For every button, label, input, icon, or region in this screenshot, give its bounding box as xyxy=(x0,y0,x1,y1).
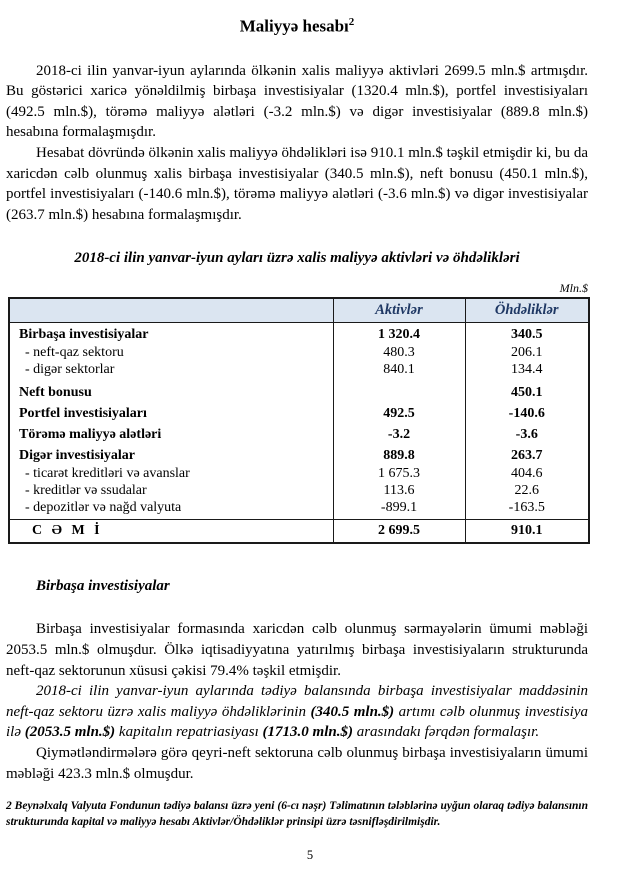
table-row xyxy=(9,381,589,402)
page-number: 5 xyxy=(306,848,314,862)
table-header-row xyxy=(9,298,589,323)
paragraph-net-liabilities: Hesabat dövründə ölkənin xalis maliyyə öhdəlikləri isə 910.1 mln.$ təşkil etmişdir ki, bu da xaricdən cəlb olunmuş xalis birbaşa investisiyalar (340.5 mln.$), neft bonusu (450.1 mln.$), portfel investisiyaları (-140.6 mln.$), törəmə maliyyə alətləri (-3.6 mln.$) və digər investisiyalar (263.7 mln.$) hesabına formalaşmışdır. xyxy=(6,145,588,223)
row-liabilities-value: 450.1 xyxy=(465,381,589,402)
row-assets-value: 889.8 xyxy=(333,444,465,465)
row-liabilities-value: -140.6 xyxy=(465,402,589,423)
paragraph-non-oil-sector: Qiymətləndirmələrə görə qeyri-neft sektoruna cəlb olunmuş birbaşa investisiyaların ümumi məbləği 423.3 mln.$ olmuşdur. xyxy=(6,744,588,782)
row-liabilities-value: -163.5 xyxy=(465,499,589,520)
paragraph-direct-investments: Birbaşa investisiyalar formasında xaricdən cəlb olunmuş sərmayələrin ümumi məbləği 2053.5 mln.$ olmuşdur. Ölkə iqtisadiyyatına yatırılmış birbaşa investisiyaların strukturunda neft-qaz sektorunun xüsusi çəkisi 79.4% təşkil etmişdir. xyxy=(6,621,588,679)
column-header-empty xyxy=(9,298,333,323)
row-assets-value: -899.1 xyxy=(333,499,465,520)
total-liabilities-value: 910.1 xyxy=(465,520,589,544)
p4-segment: kapitalın repatriasiyası xyxy=(115,724,263,741)
row-label: Neft bonusu xyxy=(9,381,333,402)
paragraph-net-assets: 2018-ci ilin yanvar-iyun aylarında ölkənin xalis maliyyə aktivləri 2699.5 mln.$ artmışdır. Bu göstərici xaricə yönəldilmiş birbaşa investisiyalar (1320.4 mln.$), portfel investisiyaları (492.5 mln.$), törəmə maliyyə alətləri (-3.2 mln.$) və digər investisiyalar (889.8 mln.$) hesabına formalaşmışdır. xyxy=(6,62,588,141)
row-liabilities-value: 206.1 xyxy=(465,344,589,361)
page-title-text: Maliyyə hesabı xyxy=(239,16,349,36)
row-liabilities-value: 22.6 xyxy=(465,482,589,499)
column-header-assets: Aktivlər xyxy=(333,298,465,323)
p4-segment: arasındakı fərqdən formalaşır. xyxy=(352,724,540,741)
row-liabilities-value: 134.4 xyxy=(465,361,589,381)
table-row xyxy=(9,361,589,381)
row-label: - depozitlər və nağd valyuta xyxy=(9,499,333,520)
table-row xyxy=(9,423,589,444)
table-title: 2018-ci ilin yanvar-iyun ayları üzrə xalis maliyyə aktivləri və öhdəlikləri xyxy=(74,250,520,267)
p4-bold-value: (340.5 mln.$) xyxy=(310,703,395,720)
footnote xyxy=(6,798,588,830)
p4-bold-value: (1713.0 mln.$) xyxy=(262,724,353,741)
row-label: Digər investisiyalar xyxy=(9,444,333,465)
table-row xyxy=(9,465,589,482)
row-label: Törəmə maliyyə alətləri xyxy=(9,423,333,444)
page-title xyxy=(6,16,588,37)
p4-segment: 2018-ci ilin yanvar-iyun aylarında tədiyə balansında birbaşa investisiyalar maddəsinin neft-qaz sektoru üzrə xalis maliyyə öhdəliklərinin xyxy=(6,683,588,720)
row-liabilities-value: 340.5 xyxy=(465,323,589,345)
paragraph-oil-gas-detail xyxy=(6,681,588,743)
column-header-liabilities: Öhdəliklər xyxy=(465,298,589,323)
p4-segment: artımı cəlb olunmuş investisiya ilə xyxy=(6,703,589,741)
financial-table xyxy=(8,297,590,544)
title-footnote-marker: 2 xyxy=(348,16,355,28)
row-assets-value: 492.5 xyxy=(333,402,465,423)
row-label: Portfel investisiyaları xyxy=(9,402,333,423)
row-assets-value: 1 675.3 xyxy=(333,465,465,482)
total-assets-value: 2 699.5 xyxy=(333,520,465,544)
row-assets-value: -3.2 xyxy=(333,423,465,444)
row-assets-value: 480.3 xyxy=(333,344,465,361)
row-assets-value: 1 320.4 xyxy=(333,323,465,345)
table-row xyxy=(9,323,589,345)
row-label: - kreditlər və ssudalar xyxy=(9,482,333,499)
footnote-text: Beynəlxalq Valyuta Fondunun tədiyə balansı üzrə yeni (6-cı nəşr) Təlimatının tələblərinə uyğun olaraq tədiyə balansının strukturunda kapital və maliyyə hesabı Aktivlər/Öhdəliklər prinsipi üzrə təsnifləşdirilmişdir. xyxy=(6,800,588,828)
row-liabilities-value: 263.7 xyxy=(465,444,589,465)
table-row xyxy=(9,482,589,499)
total-label: C Ə M İ xyxy=(9,520,333,544)
row-label: - ticarət kreditləri və avanslar xyxy=(9,465,333,482)
footnote-marker: 2 xyxy=(6,800,12,812)
row-assets-value xyxy=(333,381,465,402)
table-total-row xyxy=(9,520,589,544)
row-label: Birbaşa investisiyalar xyxy=(9,323,333,345)
row-label: - digər sektorlar xyxy=(9,361,333,381)
table-row xyxy=(9,344,589,361)
table-row xyxy=(9,444,589,465)
unit-label: Mln.$ xyxy=(559,281,588,296)
row-assets-value: 113.6 xyxy=(333,482,465,499)
row-assets-value: 840.1 xyxy=(333,361,465,381)
section-heading: Birbaşa investisiyalar xyxy=(36,578,170,595)
row-label: - neft-qaz sektoru xyxy=(9,344,333,361)
p4-bold-value: (2053.5 mln.$) xyxy=(24,724,116,741)
table-row xyxy=(9,499,589,520)
row-liabilities-value: -3.6 xyxy=(465,423,589,444)
row-liabilities-value: 404.6 xyxy=(465,465,589,482)
table-row xyxy=(9,402,589,423)
